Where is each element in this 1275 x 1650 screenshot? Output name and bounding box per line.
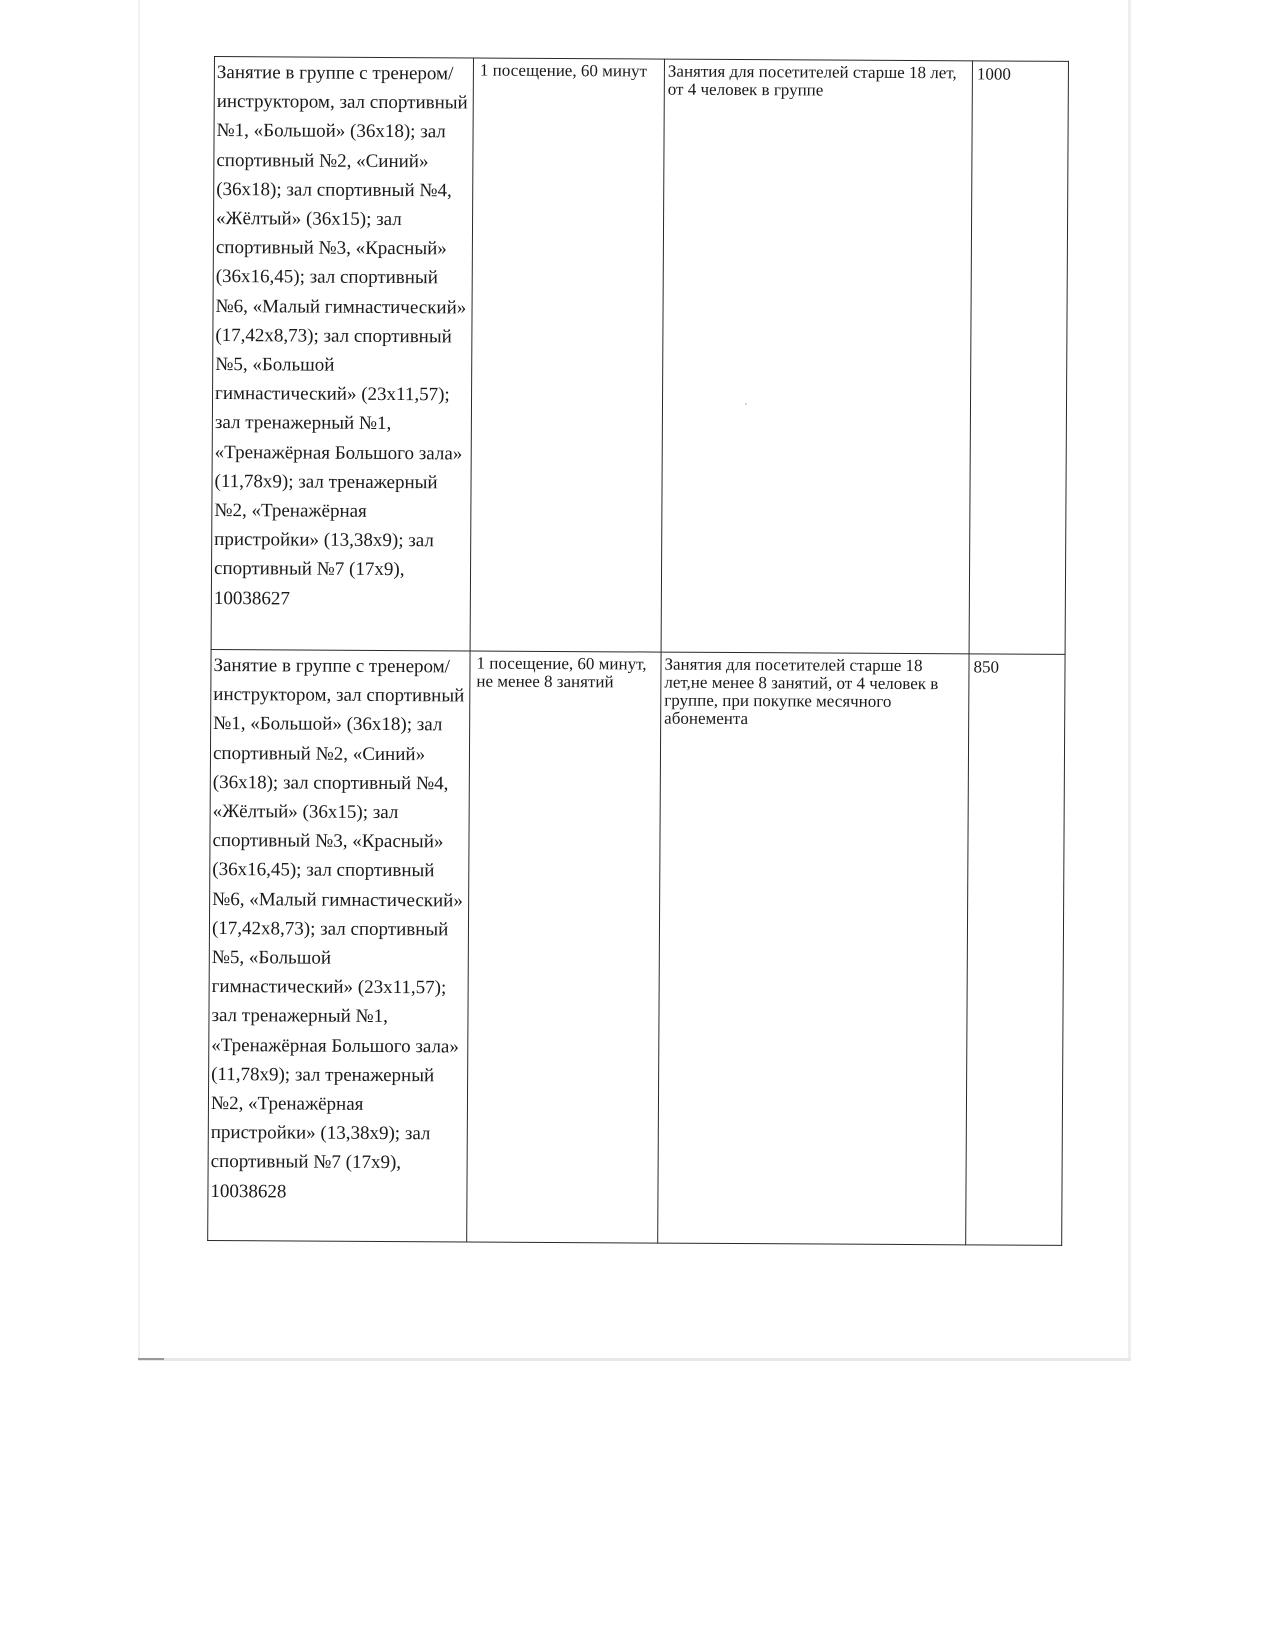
scan-edge-left bbox=[138, 0, 140, 1360]
description: Занятия для посетителей старше 18 лет,не менее 8 занятий, от 4 человек в группе, при покупке месячного абонемента bbox=[664, 654, 939, 729]
description-cell bbox=[661, 59, 972, 654]
description-cell bbox=[658, 652, 969, 1245]
price: 1000 bbox=[976, 64, 1011, 84]
price: 850 bbox=[973, 657, 1000, 677]
price-cell bbox=[966, 654, 1065, 1246]
duration-cell bbox=[470, 58, 664, 652]
price-cell bbox=[969, 61, 1068, 655]
service-name-cell bbox=[211, 57, 473, 651]
duration-cell bbox=[467, 651, 661, 1243]
service-name: Занятие в группе с тренером/инструктором, зал спортивный №1, «Большой» (36х18); зал спортивный №2, «Синий» (36х18); зал спортивный №4, «Жёлтый» (36х15); зал спортивный №3, «Красный» (36х16,45); зал спортивный №6, «Малый гимнастический» (17,42х8,73); зал спортивный №5, «Большой гимнастический» (23х11,57); зал тренажерный №1, «Тренажёрная Большого зала» (11,78х9); зал тренажерный №2, «Тренажёрная пристройки» (13,38х9); зал спортивный №7 (17х9), 10038628 bbox=[210, 655, 465, 1203]
service-name-cell bbox=[208, 649, 470, 1241]
scan-edge-bottom bbox=[138, 1358, 1131, 1361]
table-row bbox=[208, 649, 1065, 1245]
duration: 1 посещение, 60 минут, не менее 8 занятий bbox=[476, 653, 647, 692]
table-row bbox=[211, 57, 1068, 655]
scan-edge-mark bbox=[138, 1358, 164, 1360]
price-table bbox=[207, 56, 1069, 1246]
duration: 1 посещение, 60 минут bbox=[479, 60, 648, 81]
scan-edge-right bbox=[1128, 0, 1131, 1360]
description: Занятия для посетителей старше 18 лет, от 4 человек в группе bbox=[667, 61, 957, 100]
service-name: Занятие в группе с тренером/инструктором, зал спортивный №1, «Большой» (36х18); зал спортивный №2, «Синий» (36х18); зал спортивный №4, «Жёлтый» (36х15); зал спортивный №3, «Красный» (36х16,45); зал спортивный №6, «Малый гимнастический» (17,42х8,73); зал спортивный №5, «Большой гимнастический» (23х11,57); зал тренажерный №1, «Тренажёрная Большого зала» (11,78х9); зал тренажерный №2, «Тренажёрная пристройки» (13,38х9); зал спортивный №7 (17х9), 10038627 bbox=[213, 62, 468, 610]
